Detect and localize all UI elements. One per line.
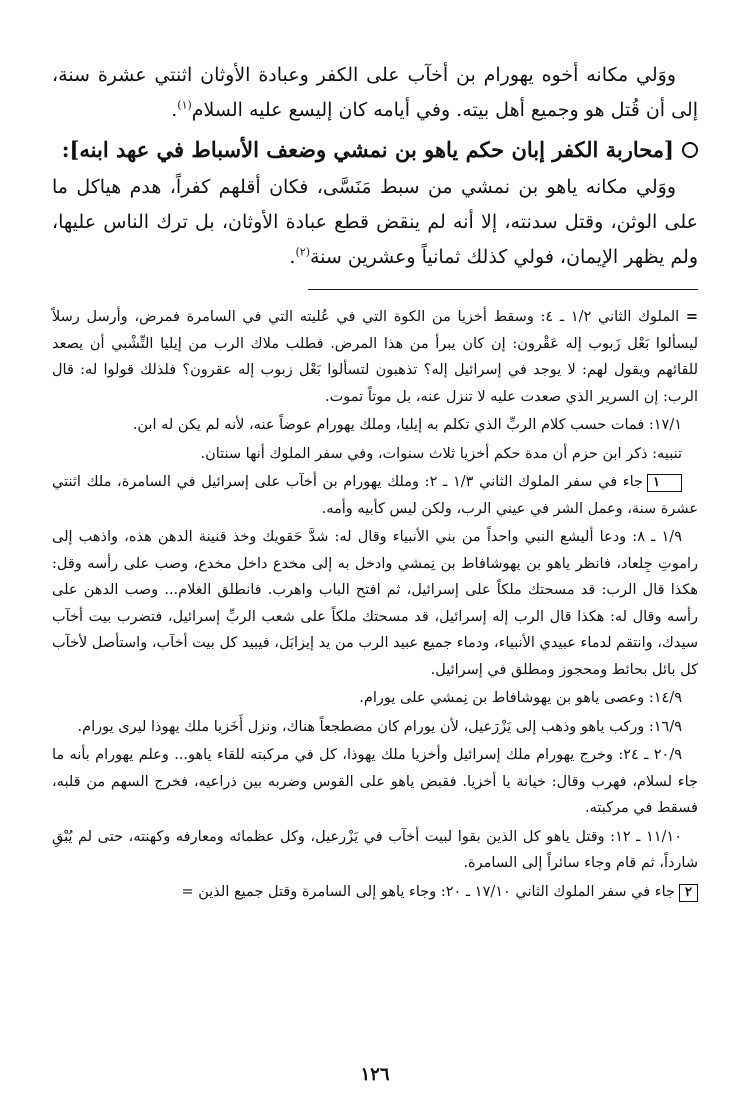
body-end: . (289, 246, 296, 268)
page-number: ١٢٦ (360, 1064, 390, 1085)
section-heading-text: [محاربة الكفر إبان حكم ياهو بن نمشي وضعف الأسباط في عهد ابنه]: (61, 137, 674, 162)
footnote-number-box-2: ٢ (679, 884, 698, 902)
main-text (52, 58, 698, 275)
section-heading (52, 130, 698, 170)
body-text: ووَلي مكانه ياهو بن نمشي من سبط مَنَسَّى، فكان أقلهم كفراً، هدم هياكل ما على الوثن، وقتل سدنته، إلا أنه لم ينقض قطع عبادة الأوثان، بل ترك الناس عليها، ولم يظهر الإيمان، فولي كذلك ثمانياً وعشرين سنة (52, 176, 698, 268)
circle-bullet-icon (682, 142, 698, 158)
footnote-n5: ١/٩ ـ ٨: ودعا أليشع النبي واحداً من بني الأنبياء وقال له: شدَّ حَقويك وخذ قنينة الدهن هذه، واذهب إلى راموتِ جِلعاد، فانظر ياهو بن يهوشافاط بن نِمشي وادخل به إلى مخدع داخل مخدع، وصب على رأسه وقل: هكذا قال الرب: قد مسحتك ملكاً على إسرائيل، ثم افتح الباب واهرب. فانطلق الغلام... وصب الدهن على رأسه وقال له: هكذا قال الرب إله إسرائيل، قد مسحتك ملكاً على شعب الربِّ إسرائيل، فتضرب بيت أخآب سيدك، وانتقم لدماء عبيدي الأنبياء، ودماء جميع عبيد الرب من يد إيزابَل، فيبيد كل بيت أخآب، واستأصل لأخآب كل بائل بحائط ومحجوز ومطلق في إسرائيل. (52, 529, 698, 678)
intro-paragraph (52, 58, 698, 128)
intro-end: . (171, 99, 178, 121)
footnote-n6: ١٤/٩: وعصى ياهو بن يهوشافاط بن نِمشي على يورام. (359, 690, 682, 706)
footnote-2 (52, 879, 698, 906)
footnote-n7: ١٦/٩: وركب ياهو وذهب إلى يَزْرَعيل، لأن يورام كان مضطجعاً هناك، ونزل أَخَزيا ملك يهوذا ليرى يورام. (77, 718, 682, 735)
page (52, 58, 698, 1087)
footnote-n10: جاء في سفر الملوك الثاني ١٧/١٠ ـ ٢٠: وجاء ياهو إلى السامرة وقتل جميع الذين = (181, 883, 676, 900)
footnote-ref-1[interactable]: (١) (177, 98, 192, 112)
footnote-number-box-1: ١ (647, 474, 682, 492)
body-paragraph (52, 170, 698, 275)
intro-line: ووَلي مكانه أخوه يهورام بن أخآب على الكفر وعبادة الأوثان اثنتي عشرة سنة، إلى أن قُتل هو وجميع أهل بيته. وفي أيامه كان إليسع عليه السلام (52, 64, 698, 121)
footnote-n8: ٢٠/٩ ـ ٢٤: وخرج يهورام ملك إسرائيل وأخزيا ملك يهوذا، كل في مركبته للقاء ياهو... وعلم يهورام بأنه ما جاء لسلام، فهرب وقال: خيانة يا أخزيا. فقبض ياهو على القوس وضربه بين ذراعيه، فخرج السهم من قلبه، فسقط في مركبته. (52, 747, 698, 816)
footnote-continued (52, 304, 698, 410)
footnote-n4: جاء في سفر الملوك الثاني ١/٣ ـ ٢: وملك يهورام بن أخآب على إسرائيل في السامرة، ملك اثنتي عشرة سنة، وعمل الشر في عيني الرب، ولكن ليس كأبيه وأمه. (52, 474, 698, 517)
footnote-n9: ١١/١٠ ـ ١٢: وقتل ياهو كل الذين بقوا لبيت أخآب في يَزْرعيل، وكل عظمائه ومعارفه وكهنته، حتى لم يُبْقِ شارداً، ثم قام وجاء سائراً إلى السامرة. (52, 828, 698, 871)
footnote-ref-2[interactable]: (٢) (295, 245, 310, 259)
continuation-mark: = (685, 308, 699, 325)
footnote-n3: تنبيه: ذكر ابن حزم أن مدة حكم أخزيا ثلاث سنوات، وفي سفر الملوك أنها سنتان. (200, 445, 682, 462)
footnote-n2: ١٧/١: فمات حسب كلام الربِّ الذي تكلم به إيليا، وملك يهورام عوضاً عنه، لأنه لم يكن له ابن. (132, 417, 682, 433)
footnotes (52, 304, 698, 905)
footnote-1 (52, 469, 698, 522)
footnote-n1: الملوك الثاني ١/٢ ـ ٤: وسقط أخزيا من الكوة التي في عُليته التي في السامرة فمرض، وأرسل رسلاً ليسألوا بَعْل زَبوب إله عَقْرون: إن كان يبرأ من هذا المرض. فطلب ملاك الرب من إيليا التِّشْبي أن يصعد للقائهم ويقول لهم: لا يوجد في إسرائيل إله؟ تذهبون لتسألوا بَعْل زبوب إله عقرون؟ فلذلك قولوا له: قال الرب: إن السرير الذي صعدت عليه لا تنزل عنه، بل موتاً تموت. (52, 309, 698, 405)
footnote-separator (308, 289, 698, 290)
